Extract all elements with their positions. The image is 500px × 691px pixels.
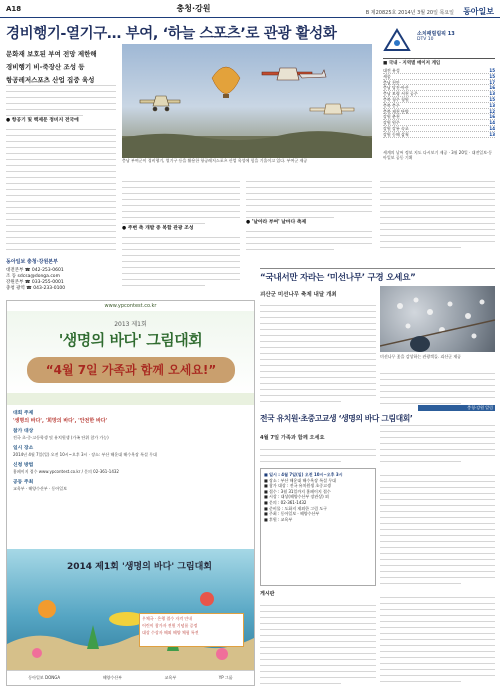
ad-key: 신청 방법	[13, 463, 34, 468]
contact-line: 충청 광역 ☎ 043-233-0100	[6, 286, 66, 291]
ad-row	[13, 444, 249, 458]
sidebar-note: 세계의 날씨 정보 지도 다시보기 제공 · 3월 20일 · 대전일보·동아일보 공동 기획	[383, 150, 493, 160]
photo2-caption: 미선나무 꽃을 감상하는 관광객들. 괴산군 제공	[380, 354, 462, 359]
detail-line: ■ 주최 : 동아일보 · 해양수산부	[264, 511, 320, 517]
row-value: 15	[489, 68, 495, 73]
subhead-2: 경비행기 비-죽장산 조성 등	[6, 63, 85, 71]
ad-sea-title: 2014 제1회 '생명의 바다' 그림대회	[67, 562, 212, 572]
ad-date-banner: “4월 7일 가족과 함께 오세요!”	[27, 357, 235, 383]
contact-line: 강원본부 ☎ 033-255-0001	[6, 280, 64, 285]
channel-logo-icon	[382, 28, 412, 54]
row-value: 14	[489, 120, 495, 126]
blossom-illustration	[380, 286, 495, 352]
issue-date: B 제20825호 2014년 3월 20일 목요일	[365, 10, 454, 16]
row-name: 대전 유성	[383, 68, 400, 73]
detail-line: ■ 준비물 : 도화지 제외한 그림 도구	[264, 505, 327, 511]
sidebar-table	[383, 58, 495, 148]
bulletin-heading: 게시판	[260, 591, 275, 597]
row-value: 15	[489, 96, 495, 102]
article2-headline: “국내서만 자라는 ‘미선나무’ 구경 오세요”	[260, 268, 495, 283]
sponsor-logo: 동아일보 DONGA	[28, 675, 61, 680]
ad-kicker: 2013 제1회	[114, 321, 147, 328]
row-name: 충북 제천 단양	[383, 108, 409, 114]
ad-note-line: 우체국 · 은행 접수 자격 안내	[142, 616, 193, 621]
ad-value: 홈페이지 접수 www.ypcontest.co.kr / 문의 02-361-1432	[13, 469, 119, 474]
article3-body-right	[380, 420, 495, 466]
subhead-1: 문화재 보호된 부여 전망 제한해	[6, 50, 97, 58]
article2-body-right	[380, 368, 495, 404]
ad-row	[13, 427, 249, 441]
contact-line: 대전본부 ☎ 042-253-0601	[6, 268, 64, 273]
article-body-col4	[380, 176, 495, 266]
sponsor-logo: 교육부	[164, 675, 177, 680]
section-name: 충청·강원	[176, 4, 211, 13]
ad-value: 전국 초·중·고등학생 및 유치원생 (가족 단위 참가 가능)	[13, 435, 109, 440]
article2-subhead: 괴산군 미선나무 축제 내달 개최	[260, 292, 337, 298]
sponsor-logo: YP 그룹	[218, 675, 233, 680]
detail-line: ■ 일시 : 4월 7일(일) 오전 10시~오후 3시	[264, 472, 343, 477]
article2-body	[260, 300, 376, 404]
row-value: 13	[489, 102, 495, 108]
row-value: 17	[489, 79, 495, 85]
aircraft-photo	[122, 44, 372, 158]
table-title: ■ 국내 · 지역별 메이저 게임	[383, 61, 441, 66]
row-value: 16	[489, 114, 495, 120]
newspaper-brand: 동아일보	[463, 7, 494, 16]
detail-line: ■ 접수 : 3월 31일까지 홈페이지 접수	[264, 488, 331, 494]
row-name: 충북 청주 청원	[383, 96, 409, 102]
aircraft-illustration	[122, 44, 372, 158]
ad-note-line: 어린이 참가자 전원 기념품 증정	[142, 623, 198, 628]
ad-title: '생명의 바다' 그림대회	[58, 331, 203, 349]
ad-note-line: 대상 수상자 해외 해양 체험 특전	[142, 630, 199, 635]
ad-value: '생명의 바다', '희망의 바다', '안전한 바다'	[13, 418, 108, 424]
article3-body-col2	[380, 470, 495, 586]
contest-advertisement	[6, 300, 255, 686]
detail-line: ■ 참가 대상 : 전국 유치원생 초중고생	[264, 483, 331, 489]
detail-line: ■ 후원 : 교육부	[264, 516, 293, 522]
section-head-3: ● '날아라 부여' 날마다 축제	[246, 220, 307, 225]
bulletin-body-right	[380, 592, 495, 686]
row-value: 13	[489, 91, 495, 97]
blossom-photo	[380, 286, 495, 352]
contact-heading: 동아일보 충청·강원본부	[6, 259, 58, 265]
sponsor-logo: 해양수산부	[102, 675, 123, 680]
ad-wave-divider	[7, 393, 254, 405]
row-value: 12	[489, 108, 495, 114]
ad-value: 2014년 4월 7일(일) 오전 10시~오후 3시 · 장소: 부산 해운대 해수욕장 특설 무대	[13, 452, 157, 457]
ad-row	[13, 409, 249, 424]
row-name: 강원 원주	[383, 120, 400, 126]
ad-note	[139, 613, 244, 647]
page-header	[0, 0, 500, 18]
contact-line: 조 동 sdcsa@donga.com	[6, 274, 60, 279]
contact-box	[6, 258, 116, 291]
header-right	[366, 0, 494, 18]
article-body-col2	[122, 176, 240, 296]
event-details-box	[260, 468, 376, 586]
section-head-1: ● 항공기 및 백제문 정비지 전국에	[6, 118, 79, 123]
row-value: 14	[489, 125, 495, 131]
subhead-3: 항공레저스포츠 산업 집중 육성	[6, 76, 95, 84]
sidebar-title: 소치패럴림픽 13	[417, 31, 455, 37]
ad-key: 공동 주최	[13, 480, 34, 485]
row-name: 강원 동해 삼척	[383, 131, 409, 137]
page-number: A18	[6, 4, 22, 13]
table-row	[383, 132, 495, 138]
ad-url[interactable]: www.ypcontest.co.kr	[104, 303, 157, 309]
row-name: 강원 춘천	[383, 114, 400, 120]
ad-key: 참가 대상	[13, 429, 34, 434]
row-name: 세종	[383, 73, 391, 79]
sidebar-header	[417, 30, 495, 42]
row-name: 충남 보령 서천 공주	[383, 91, 418, 97]
bulletin-body	[260, 600, 376, 686]
detail-line: ■ 시상 : 대상(해양수산부 장관상) 외	[264, 494, 329, 500]
row-value: 13	[489, 131, 495, 137]
photo-caption: 충남 부여군이 경비행기, 열기구 등을 활용한 항공레저스포츠 산업 육성에 힘을 기울이고 있다. 부여군 제공	[122, 158, 308, 163]
article3-subhead: 4월 7일 가족과 함께 오세요	[260, 435, 325, 441]
article-body-left	[6, 80, 116, 252]
row-value: 15	[489, 73, 495, 79]
row-name: 충남 천안	[383, 79, 400, 85]
section-tag: 충청·강원 알림	[418, 405, 495, 411]
detail-line: ■ 장소 : 부산 해운대 해수욕장 특설 무대	[264, 477, 336, 483]
row-value: 16	[489, 85, 495, 91]
detail-line: ■ 문의 : 02-361-1432	[264, 499, 307, 505]
row-name: 강원 강릉 속초	[383, 125, 409, 131]
ad-row	[13, 478, 249, 492]
section-head-2: ● 주변 축 개발 중 복합 관광 조성	[122, 226, 194, 231]
ad-row	[13, 461, 249, 475]
main-headline: 경비행기-열기구… 부여, ‘하늘 스포츠’로 관광 활성화	[6, 26, 337, 42]
ad-key: 일시 장소	[13, 446, 34, 451]
ad-value: 교육부 · 해양수산부 · 동아일보	[13, 486, 67, 491]
ad-sponsors	[7, 670, 254, 685]
article3-body	[260, 444, 376, 466]
article3-headline: 전국 유치원·초중고교생 ‘생명의 바다 그림대회’	[260, 414, 413, 423]
row-name: 충남 당진·아산	[383, 85, 409, 91]
ad-info	[13, 409, 249, 495]
ad-key: 대회 주제	[13, 411, 34, 416]
article-body-col3	[246, 176, 372, 266]
row-name: 충북 충주	[383, 102, 400, 108]
sidebar-subtitle: DTV 10	[417, 37, 434, 42]
